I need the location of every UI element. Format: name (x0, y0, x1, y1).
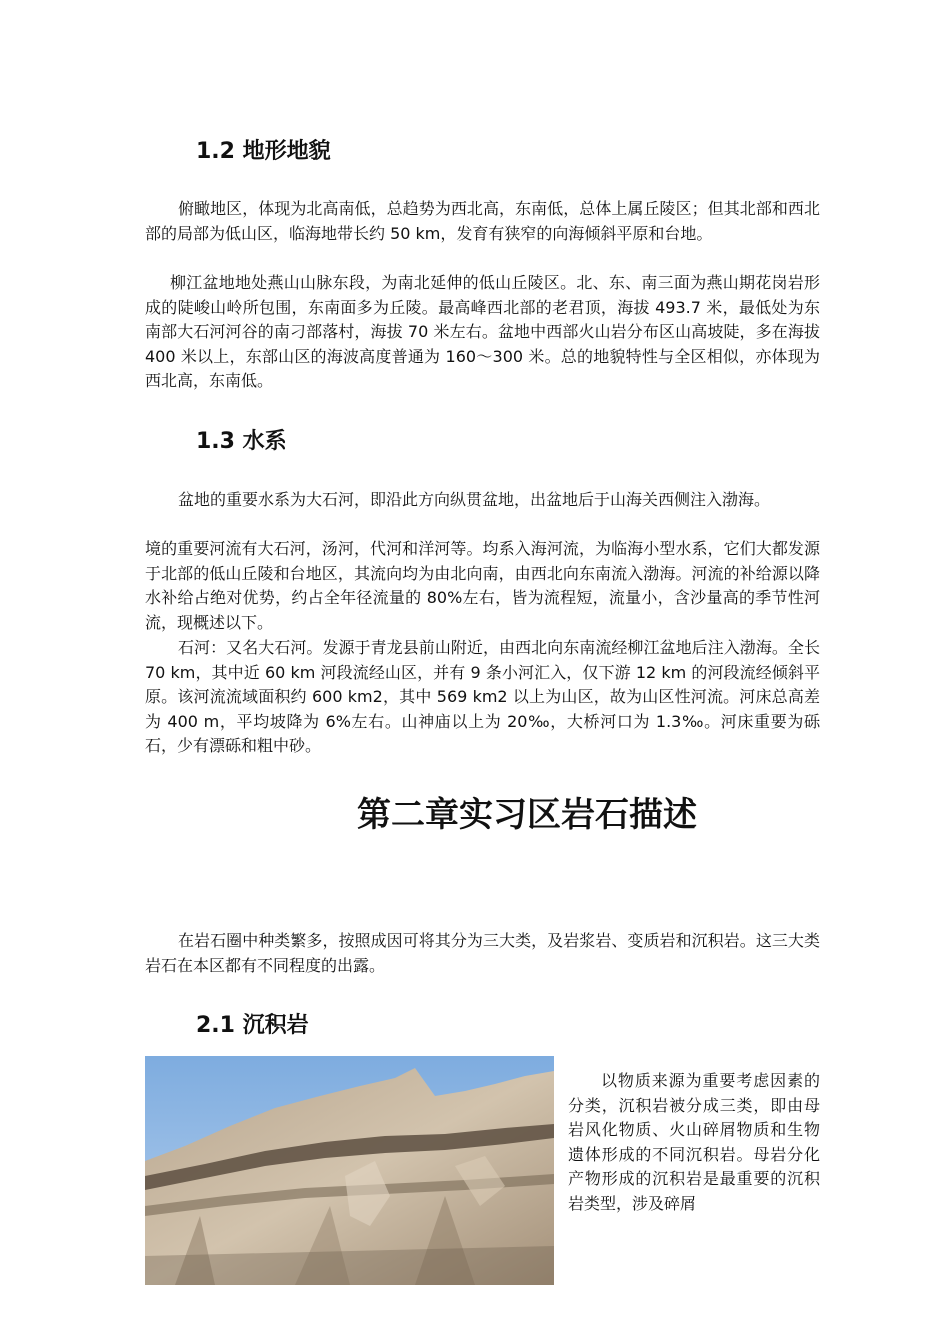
sedimentary-rock-photo (145, 1056, 554, 1285)
paragraph-water-main: 盆地的重要水系为大石河，即沿此方向纵贯盆地，出盆地后于山海关西侧注入渤海。 (178, 490, 771, 509)
paragraph-water-rivers: 境的重要河流有大石河，汤河，代河和洋河等。均系入海河流，为临海小型水系，它们大都发源于北部的低山丘陵和台地区，其流向均为由北向南，由西北向东南流入渤海。河流的补给源以降水补给占绝对优势，约占全年径流量的 80%左右，皆为流程短，流量小，含沙量高的季节性河流，现概述以下。 (145, 539, 820, 632)
paragraph-rock-intro: 在岩石圈中种类繁多，按照成因可将其分为三大类，及岩浆岩、变质岩和沉积岩。这三大类岩石在本区都有不同程度的出露。 (145, 931, 820, 975)
paragraph-water-shihe: 石河：又名大石河。发源于青龙县前山附近，由西北向东南流经柳江盆地后注入渤海。全长 70 km，其中近 60 km 河段流经山区，并有 9 条小河汇入，仅下游 12 km 的河段流经倾斜平原。该河流流域面积约 600 km2，其中 569 km2 以上为山区，故为山区性河流。河床总高差为 400 m，平均坡降为 6%左右。山神庙以上为 20‰，大桥河口为 1.3‰。河床重要为砾石，少有漂砾和粗中砂。 (145, 638, 820, 755)
section-heading-1-2: 1.2 地形地貌 (196, 139, 331, 164)
section-heading-1-3: 1.3 水系 (196, 429, 287, 454)
paragraph-terrain-basin: 柳江盆地地处燕山山脉东段，为南北延伸的低山丘陵区。北、东、南三面为燕山期花岗岩形成的陡峻山岭所包围，东南面多为丘陵。最高峰西北部的老君顶，海拔 493.7 米，最低处为东南部大石河河谷的南刁部落村，海拔 70 米左右。盆地中西部火山岩分布区山高坡陡，多在海拔 400 米以上，东部山区的海波高度普通为 160～300 米。总的地貌特性与全区相似，亦体现为西北高，东南低。 (145, 273, 820, 390)
section-heading-2-1: 2.1 沉积岩 (196, 1013, 309, 1038)
paragraph-terrain-overview: 俯瞰地区，体现为北高南低，总趋势为西北高，东南低，总体上属丘陵区；但其北部和西北部的局部为低山区，临海地带长约 50 km，发育有狭窄的向海倾斜平原和台地。 (145, 199, 820, 243)
paragraph-sedimentary-classification: 以物质来源为重要考虑因素的分类，沉积岩被分成三类，即由母岩风化物质、火山碎屑物质和生物遗体形成的不同沉积岩。母岩分化产物形成的沉积岩是最重要的沉积岩类型，涉及碎屑 (568, 1071, 820, 1213)
chapter-heading-2: 第二章实习区岩石描述 (357, 795, 697, 835)
